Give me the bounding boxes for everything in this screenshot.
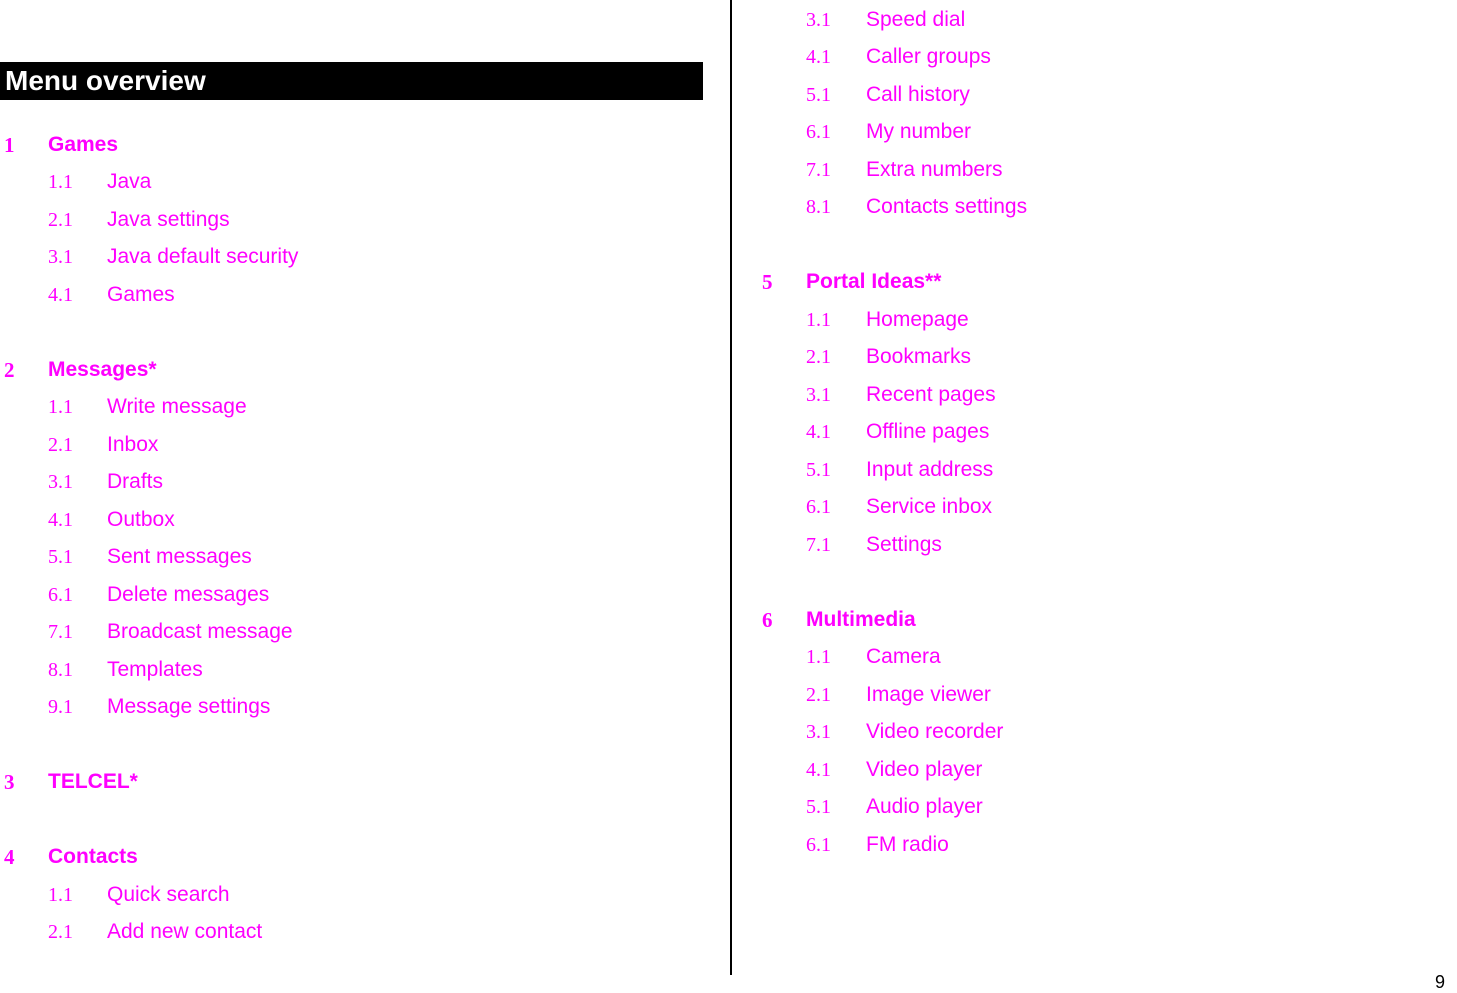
item-label: Service inbox	[866, 495, 993, 518]
item-label: Contacts settings	[866, 195, 1028, 218]
section-label: TELCEL*	[48, 770, 138, 793]
item-label: Write message	[107, 395, 247, 418]
item-number: 3.1	[806, 721, 831, 743]
item-label: Drafts	[107, 470, 164, 493]
item-label: Call history	[866, 83, 970, 106]
section-number: 1	[4, 133, 15, 157]
section-number: 4	[4, 845, 15, 869]
item-label: Input address	[866, 458, 994, 481]
item-number: 5.1	[48, 546, 73, 568]
item-number: 7.1	[48, 621, 73, 643]
section-label: Portal Ideas**	[806, 270, 942, 293]
item-number: 2.1	[806, 684, 831, 706]
item-label: My number	[866, 120, 972, 143]
item-label: Inbox	[107, 433, 159, 456]
item-number: 6.1	[806, 496, 831, 518]
item-number: 1.1	[48, 396, 73, 418]
item-number: 4.1	[806, 759, 831, 781]
item-label: Recent pages	[866, 383, 996, 406]
item-label: Extra numbers	[866, 158, 1003, 181]
section-label: Messages*	[48, 358, 157, 381]
item-number: 3.1	[48, 471, 73, 493]
item-number: 6.1	[48, 584, 73, 606]
item-label: Video recorder	[866, 720, 1004, 743]
item-label: Games	[107, 283, 175, 306]
item-label: Broadcast message	[107, 620, 293, 643]
section-label: Contacts	[48, 845, 138, 868]
item-label: Add new contact	[107, 920, 263, 943]
item-label: Outbox	[107, 508, 175, 531]
item-label: Caller groups	[866, 45, 991, 68]
item-label: Message settings	[107, 695, 271, 718]
item-label: Settings	[866, 533, 942, 556]
item-label: Quick search	[107, 883, 230, 906]
item-number: 2.1	[48, 434, 73, 456]
item-label: Java settings	[107, 208, 230, 231]
item-label: Homepage	[866, 308, 969, 331]
item-number: 6.1	[806, 834, 831, 856]
item-number: 3.1	[48, 246, 73, 268]
item-number: 6.1	[806, 121, 831, 143]
item-label: Java default security	[107, 245, 299, 268]
item-label: Templates	[107, 658, 203, 681]
column-divider	[730, 0, 732, 975]
section-label: Games	[48, 133, 119, 156]
page-title: Menu overview	[0, 62, 703, 100]
item-number: 1.1	[806, 646, 831, 668]
item-number: 2.1	[48, 209, 73, 231]
item-number: 9.1	[48, 696, 73, 718]
item-number: 2.1	[806, 346, 831, 368]
section-number: 3	[4, 770, 15, 794]
item-number: 7.1	[806, 534, 831, 556]
item-label: FM radio	[866, 833, 949, 856]
item-number: 4.1	[806, 421, 831, 443]
section-number: 6	[762, 608, 773, 632]
item-label: Audio player	[866, 795, 983, 818]
item-number: 8.1	[806, 196, 831, 218]
item-number: 1.1	[48, 884, 73, 906]
section-number: 5	[762, 270, 773, 294]
item-label: Bookmarks	[866, 345, 972, 368]
item-number: 4.1	[48, 509, 73, 531]
item-number: 2.1	[48, 921, 73, 943]
item-label: Camera	[866, 645, 941, 668]
item-number: 5.1	[806, 84, 831, 106]
item-number: 8.1	[48, 659, 73, 681]
item-number: 3.1	[806, 384, 831, 406]
item-number: 1.1	[48, 171, 73, 193]
item-number: 5.1	[806, 459, 831, 481]
item-label: Offline pages	[866, 420, 990, 443]
item-label: Image viewer	[866, 683, 991, 706]
item-number: 1.1	[806, 309, 831, 331]
section-label: Multimedia	[806, 608, 916, 631]
item-number: 4.1	[48, 284, 73, 306]
item-label: Java	[107, 170, 152, 193]
item-label: Speed dial	[866, 8, 966, 31]
item-number: 5.1	[806, 796, 831, 818]
section-number: 2	[4, 358, 15, 382]
item-number: 3.1	[806, 9, 831, 31]
item-label: Sent messages	[107, 545, 252, 568]
item-number: 7.1	[806, 159, 831, 181]
item-label: Delete messages	[107, 583, 270, 606]
item-label: Video player	[866, 758, 983, 781]
item-number: 4.1	[806, 46, 831, 68]
page-number: 9	[1434, 972, 1445, 992]
